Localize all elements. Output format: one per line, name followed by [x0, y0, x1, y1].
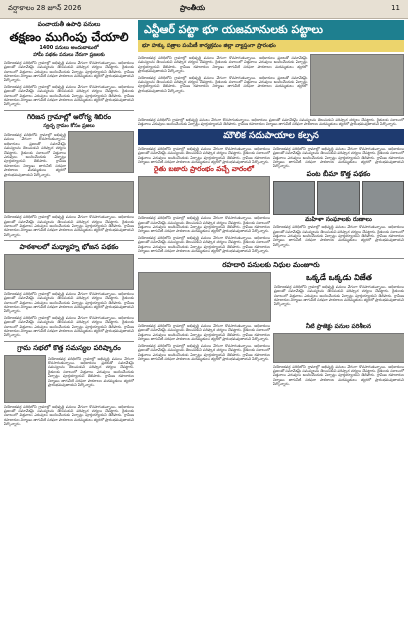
story-headline: ఒక్కడే ఒక్కడు విజేత: [306, 273, 372, 283]
body-text: నియోజకవర్గ పరిధిలోని గ్రామాల్లో అభివృద్ధి పనులు వేగంగా కొనసాగుతున్నాయి. అధికారులు ప్రజలతో సమావేశమై సమస్యలను తెలుసుకుని పరిష్కార చర్యలు చేపట్టారు. రైతులకు సకాలంలో విత్తనాలు ఎరువులు అందించేందుకు ఏర్పాట్లు పూర్తయ్యాయని తెలిపారు. గ్రామీణ రహదారుల నిర్మాణం తాగునీటి సరఫరా పాఠశాలల మరమ్మతులు త్వరలో ప్రారంభమవుతాయని పేర్కొన్నారు.: [274, 284, 404, 307]
body-text: నియోజకవర్గ పరిధిలోని గ్రామాల్లో అభివృద్ధి పనులు వేగంగా కొనసాగుతున్నాయి. అధికారులు ప్రజలతో సమావేశమై సమస్యలను తెలుసుకుని పరిష్కార చర్యలు చేపట్టారు. రైతులకు సకాలంలో విత్తనాలు ఎరువులు అందించేందుకు ఏర్పాట్లు పూర్తయ్యాయని తెలిపారు. గ్రామీణ రహదారుల నిర్మాణం తాగునీటి సరఫరా పాఠశాలల మరమ్మతులు త్వరలో ప్రారంభమవుతాయని పేర్కొన్నారు.: [138, 343, 270, 361]
news-photo: [138, 272, 271, 322]
news-photo: [317, 181, 359, 215]
story-headline: గ్రామ సభలో కొత్త సమస్యల పరిష్కారం: [17, 343, 121, 352]
story-headline: రైతు బజారు ప్రారంభం వచ్చే వారంలో: [154, 165, 254, 174]
body-text: నియోజకవర్గ పరిధిలోని గ్రామాల్లో అభివృద్ధి పనులు వేగంగా కొనసాగుతున్నాయి. అధికారులు ప్రజలతో సమావేశమై సమస్యలను తెలుసుకుని పరిష్కార చర్యలు చేపట్టారు. రైతులకు సకాలంలో విత్తనాలు ఎరువులు అందించేందుకు ఏర్పాట్లు పూర్తయ్యాయని తెలిపారు. గ్రామీణ రహదారుల నిర్మాణం తాగునీటి సరఫరా పాఠశాలల మరమ్మతులు త్వరలో ప్రారంభమవుతాయని పేర్కొన్నారు.: [4, 60, 134, 83]
divider: [138, 258, 404, 259]
page-header: [0, 0, 408, 19]
body-text: నియోజకవర్గ పరిధిలోని గ్రామాల్లో అభివృద్ధి పనులు వేగంగా కొనసాగుతున్నాయి. అధికారులు ప్రజలతో సమావేశమై సమస్యలను తెలుసుకుని పరిష్కార చర్యలు చేపట్టారు. రైతులకు సకాలంలో విత్తనాలు ఎరువులు అందించేందుకు ఏర్పాట్లు పూర్తయ్యాయని తెలిపారు. గ్రామీణ రహదారుల నిర్మాణం తాగునీటి సరఫరా పాఠశాలల మరమ్మతులు త్వరలో ప్రారంభమవుతాయని పేర్కొన్నారు.: [273, 146, 404, 169]
body-text: నియోజకవర్గ పరిధిలోని గ్రామాల్లో అభివృద్ధి పనులు వేగంగా కొనసాగుతున్నాయి. అధికారులు ప్రజలతో సమావేశమై సమస్యలను తెలుసుకుని పరిష్కార చర్యలు చేపట్టారు. రైతులకు సకాలంలో విత్తనాలు ఎరువులు అందించేందుకు ఏర్పాట్లు పూర్తయ్యాయని తెలిపారు. గ్రామీణ రహదారుల నిర్మాణం తాగునీటి సరఫరా పాఠశాలల మరమ్మతులు త్వరలో ప్రారంభమవుతాయని పేర్కొన్నారు.: [138, 56, 308, 74]
body-text: నియోజకవర్గ పరిధిలోని గ్రామాల్లో అభివృద్ధి పనులు వేగంగా కొనసాగుతున్నాయి. అధికారులు ప్రజలతో సమావేశమై సమస్యలను తెలుసుకుని పరిష్కార చర్యలు చేపట్టారు. రైతులకు సకాలంలో విత్తనాలు ఎరువులు అందించేందుకు ఏర్పాట్లు పూర్తయ్యాయని తెలిపారు. గ్రామీణ రహదారుల నిర్మాణం తాగునీటి సరఫరా పాఠశాలల మరమ్మతులు త్వరలో ప్రారంభమవుతాయని పేర్కొన్నారు.: [4, 291, 134, 314]
lead-headline: తక్షణం ముగింపు చేయాలి: [9, 29, 129, 44]
body-text: నియోజకవర్గ పరిధిలోని గ్రామాల్లో అభివృద్ధి పనులు వేగంగా కొనసాగుతున్నాయి. అధికారులు ప్రజలతో సమావేశమై సమస్యలను తెలుసుకుని పరిష్కార చర్యలు చేపట్టారు. రైతులకు సకాలంలో విత్తనాలు ఎరువులు అందించేందుకు ఏర్పాట్లు పూర్తయ్యాయని తెలిపారు. గ్రామీణ రహదారుల నిర్మాణం తాగునీటి సరఫరా పాఠశాలల మరమ్మతులు త్వరలో ప్రారంభమవుతాయని పేర్కొన్నారు.: [4, 84, 134, 107]
news-photo: [4, 181, 134, 213]
lead-subhead-2: హామీ పథకం పనులు నేరుగా ప్రజలకు: [33, 52, 105, 59]
story-headline: గిరిజన గ్రామాల్లో ఆరోగ్య శిబిరం: [26, 112, 112, 121]
banner-subhead: భూ హక్కు పత్రాల పంపిణీ కార్యక్రమం జిల్లా వ్యాప్తంగా ప్రారంభం: [138, 40, 404, 52]
body-text: నియోజకవర్గ పరిధిలోని గ్రామాల్లో అభివృద్ధి పనులు వేగంగా కొనసాగుతున్నాయి. అధికారులు ప్రజలతో సమావేశమై సమస్యలను తెలుసుకుని పరిష్కార చర్యలు చేపట్టారు. రైతులకు సకాలంలో విత్తనాలు ఎరువులు అందించేందుకు ఏర్పాట్లు పూర్తయ్యాయని తెలిపారు. గ్రామీణ రహదారుల నిర్మాణం తాగునీటి సరఫరా పాఠశాలల మరమ్మతులు త్వరలో ప్రారంభమవుతాయని పేర్కొన్నారు.: [273, 364, 404, 387]
body-text: నియోజకవర్గ పరిధిలోని గ్రామాల్లో అభివృద్ధి పనులు వేగంగా కొనసాగుతున్నాయి. అధికారులు ప్రజలతో సమావేశమై సమస్యలను తెలుసుకుని పరిష్కార చర్యలు చేపట్టారు. రైతులకు సకాలంలో విత్తనాలు ఎరువులు అందించేందుకు ఏర్పాట్లు పూర్తయ్యాయని తెలిపారు. గ్రామీణ రహదారుల నిర్మాణం తాగునీటి సరఫరా పాఠశాలల మరమ్మతులు త్వరలో ప్రారంభమవుతాయని పేర్కొన్నారు.: [138, 146, 270, 165]
section-band: మౌలిక సదుపాయాల కల్పన: [138, 129, 404, 145]
divider: [4, 240, 134, 241]
body-text: నియోజకవర్గ పరిధిలోని గ్రామాల్లో అభివృద్ధి పనులు వేగంగా కొనసాగుతున్నాయి. అధికారులు ప్రజలతో సమావేశమై సమస్యలను తెలుసుకుని పరిష్కార చర్యలు చేపట్టారు. రైతులకు సకాలంలో విత్తనాలు ఎరువులు అందించేందుకు ఏర్పాట్లు పూర్తయ్యాయని తెలిపారు. గ్రామీణ రహదారుల నిర్మాణం తాగునీటి సరఫరా పాఠశాలల మరమ్మతులు త్వరలో ప్రారంభమవుతాయని పేర్కొన్నారు.: [48, 356, 134, 387]
story-kicker: పంచాయతీ ఉపాధి పనులు: [37, 21, 101, 28]
body-text: నియోజకవర్గ పరిధిలోని గ్రామాల్లో అభివృద్ధి పనులు వేగంగా కొనసాగుతున్నాయి. అధికారులు ప్రజలతో సమావేశమై సమస్యలను తెలుసుకుని పరిష్కార చర్యలు చేపట్టారు. రైతులకు సకాలంలో విత్తనాలు ఎరువులు అందించేందుకు ఏర్పాట్లు పూర్తయ్యాయని తెలిపారు. గ్రామీణ రహదారుల నిర్మాణం తాగునీటి సరఫరా పాఠశాలల మరమ్మతులు త్వరలో ప్రారంభమవుతాయని పేర్కొన్నారు.: [138, 216, 270, 234]
body-text: నియోజకవర్గ పరిధిలోని గ్రామాల్లో అభివృద్ధి పనులు వేగంగా కొనసాగుతున్నాయి. అధికారులు ప్రజలతో సమావేశమై సమస్యలను తెలుసుకుని పరిష్కార చర్యలు చేపట్టారు. రైతులకు సకాలంలో విత్తనాలు ఎరువులు అందించేందుకు ఏర్పాట్లు పూర్తయ్యాయని తెలిపారు. గ్రామీణ రహదారుల నిర్మాణం తాగునీటి సరఫరా పాఠశాలల మరమ్మతులు త్వరలో ప్రారంభమవుతాయని పేర్కొన్నారు.: [4, 133, 66, 177]
news-photo: [273, 333, 404, 363]
body-text: నియోజకవర్గ పరిధిలోని గ్రామాల్లో అభివృద్ధి పనులు వేగంగా కొనసాగుతున్నాయి. అధికారులు ప్రజలతో సమావేశమై సమస్యలను తెలుసుకుని పరిష్కార చర్యలు చేపట్టారు. రైతులకు సకాలంలో విత్తనాలు ఎరువులు అందించేందుకు ఏర్పాట్లు పూర్తయ్యాయని తెలిపారు. గ్రామీణ రహదారుల నిర్మాణం తాగునీటి సరఫరా పాఠశాలల మరమ్మతులు త్వరలో ప్రారంభమవుతాయని పేర్కొన్నారు.: [138, 118, 404, 127]
news-photo: [273, 181, 315, 215]
body-text: నియోజకవర్గ పరిధిలోని గ్రామాల్లో అభివృద్ధి పనులు వేగంగా కొనసాగుతున్నాయి. అధికారులు ప్రజలతో సమావేశమై సమస్యలను తెలుసుకుని పరిష్కార చర్యలు చేపట్టారు. రైతులకు సకాలంలో విత్తనాలు ఎరువులు అందించేందుకు ఏర్పాట్లు పూర్తయ్యాయని తెలిపారు. గ్రామీణ రహదారుల నిర్మాణం తాగునీటి సరఫరా పాఠశాలల మరమ్మతులు త్వరలో ప్రారంభమవుతాయని పేర్కొన్నారు.: [138, 235, 270, 253]
right-columns: [138, 20, 404, 626]
news-photo: [68, 131, 134, 173]
body-text: నియోజకవర్గ పరిధిలోని గ్రామాల్లో అభివృద్ధి పనులు వేగంగా కొనసాగుతున్నాయి. అధికారులు ప్రజలతో సమావేశమై సమస్యలను తెలుసుకుని పరిష్కార చర్యలు చేపట్టారు. రైతులకు సకాలంలో విత్తనాలు ఎరువులు అందించేందుకు ఏర్పాట్లు పూర్తయ్యాయని తెలిపారు. గ్రామీణ రహదారుల నిర్మాణం తాగునీటి సరఫరా పాఠశాలల మరమ్మతులు త్వరలో ప్రారంభమవుతాయని పేర్కొన్నారు.: [138, 75, 308, 93]
page-number: 11: [391, 4, 400, 12]
lead-subhead: 1400 పనులు అందుబాటులో: [39, 44, 99, 51]
box-headline: నీటి ప్రాజెక్టు పనుల పరిశీలన: [305, 323, 372, 331]
story-headline: రహదారి పనులకు నిధుల మంజూరు: [222, 261, 320, 270]
story-caption: స్వచ్ఛ గ్రామం కోసం ప్రజలు: [43, 122, 95, 129]
body-text: నియోజకవర్గ పరిధిలోని గ్రామాల్లో అభివృద్ధి పనులు వేగంగా కొనసాగుతున్నాయి. అధికారులు ప్రజలతో సమావేశమై సమస్యలను తెలుసుకుని పరిష్కార చర్యలు చేపట్టారు. రైతులకు సకాలంలో విత్తనాలు ఎరువులు అందించేందుకు ఏర్పాట్లు పూర్తయ్యాయని తెలిపారు. గ్రామీణ రహదారుల నిర్మాణం తాగునీటి సరఫరా పాఠశాలల మరమ్మతులు త్వరలో ప్రారంభమవుతాయని పేర్కొన్నారు.: [4, 404, 134, 427]
left-column: [4, 20, 134, 626]
body-text: నియోజకవర్గ పరిధిలోని గ్రామాల్లో అభివృద్ధి పనులు వేగంగా కొనసాగుతున్నాయి. అధికారులు ప్రజలతో సమావేశమై సమస్యలను తెలుసుకుని పరిష్కార చర్యలు చేపట్టారు. రైతులకు సకాలంలో విత్తనాలు ఎరువులు అందించేందుకు ఏర్పాట్లు పూర్తయ్యాయని తెలిపారు. గ్రామీణ రహదారుల నిర్మాణం తాగునీటి సరఫరా పాఠశాలల మరమ్మతులు త్వరలో ప్రారంభమవుతాయని పేర్కొన్నారు.: [4, 315, 134, 338]
body-text: నియోజకవర్గ పరిధిలోని గ్రామాల్లో అభివృద్ధి పనులు వేగంగా కొనసాగుతున్నాయి. అధికారులు ప్రజలతో సమావేశమై సమస్యలను తెలుసుకుని పరిష్కార చర్యలు చేపట్టారు. రైతులకు సకాలంలో విత్తనాలు ఎరువులు అందించేందుకు ఏర్పాట్లు పూర్తయ్యాయని తెలిపారు. గ్రామీణ రహదారుల నిర్మాణం తాగునీటి సరఫరా పాఠశాలల మరమ్మతులు త్వరలో ప్రారంభమవుతాయని పేర్కొన్నారు.: [4, 215, 134, 237]
news-photo: [4, 254, 134, 290]
body-text: నియోజకవర్గ పరిధిలోని గ్రామాల్లో అభివృద్ధి పనులు వేగంగా కొనసాగుతున్నాయి. అధికారులు ప్రజలతో సమావేశమై సమస్యలను తెలుసుకుని పరిష్కార చర్యలు చేపట్టారు. రైతులకు సకాలంలో విత్తనాలు ఎరువులు అందించేందుకు ఏర్పాట్లు పూర్తయ్యాయని తెలిపారు. గ్రామీణ రహదారుల నిర్మాణం తాగునీటి సరఫరా పాఠశాలల మరమ్మతులు త్వరలో ప్రారంభమవుతాయని పేర్కొన్నారు.: [273, 225, 404, 247]
story-headline: పంట బీమా కొత్త పథకం: [306, 169, 371, 178]
news-photo: [310, 54, 404, 116]
lead-banner-headline: ఎన్టీఆర్ పట్టా భూ యజమానులకు పట్టాలు: [138, 20, 404, 40]
story-headline: మహిళా సంఘాలకు రుణాలు: [305, 215, 372, 223]
news-photo: [362, 181, 404, 215]
issue-date: వర్షాకాలం 28 జూన్ 2026: [8, 4, 82, 12]
news-photo: [4, 355, 46, 403]
divider: [4, 341, 134, 342]
news-photo: [138, 176, 270, 214]
story-headline: పాఠశాలలో మధ్యాహ్న భోజన పథకం: [19, 243, 119, 252]
body-text: నియోజకవర్గ పరిధిలోని గ్రామాల్లో అభివృద్ధి పనులు వేగంగా కొనసాగుతున్నాయి. అధికారులు ప్రజలతో సమావేశమై సమస్యలను తెలుసుకుని పరిష్కార చర్యలు చేపట్టారు. రైతులకు సకాలంలో విత్తనాలు ఎరువులు అందించేందుకు ఏర్పాట్లు పూర్తయ్యాయని తెలిపారు. గ్రామీణ రహదారుల నిర్మాణం తాగునీటి సరఫరా పాఠశాలల మరమ్మతులు త్వరలో ప్రారంభమవుతాయని పేర్కొన్నారు.: [138, 324, 270, 342]
masthead: ప్రాంతీయ: [180, 4, 206, 12]
divider: [4, 110, 134, 111]
